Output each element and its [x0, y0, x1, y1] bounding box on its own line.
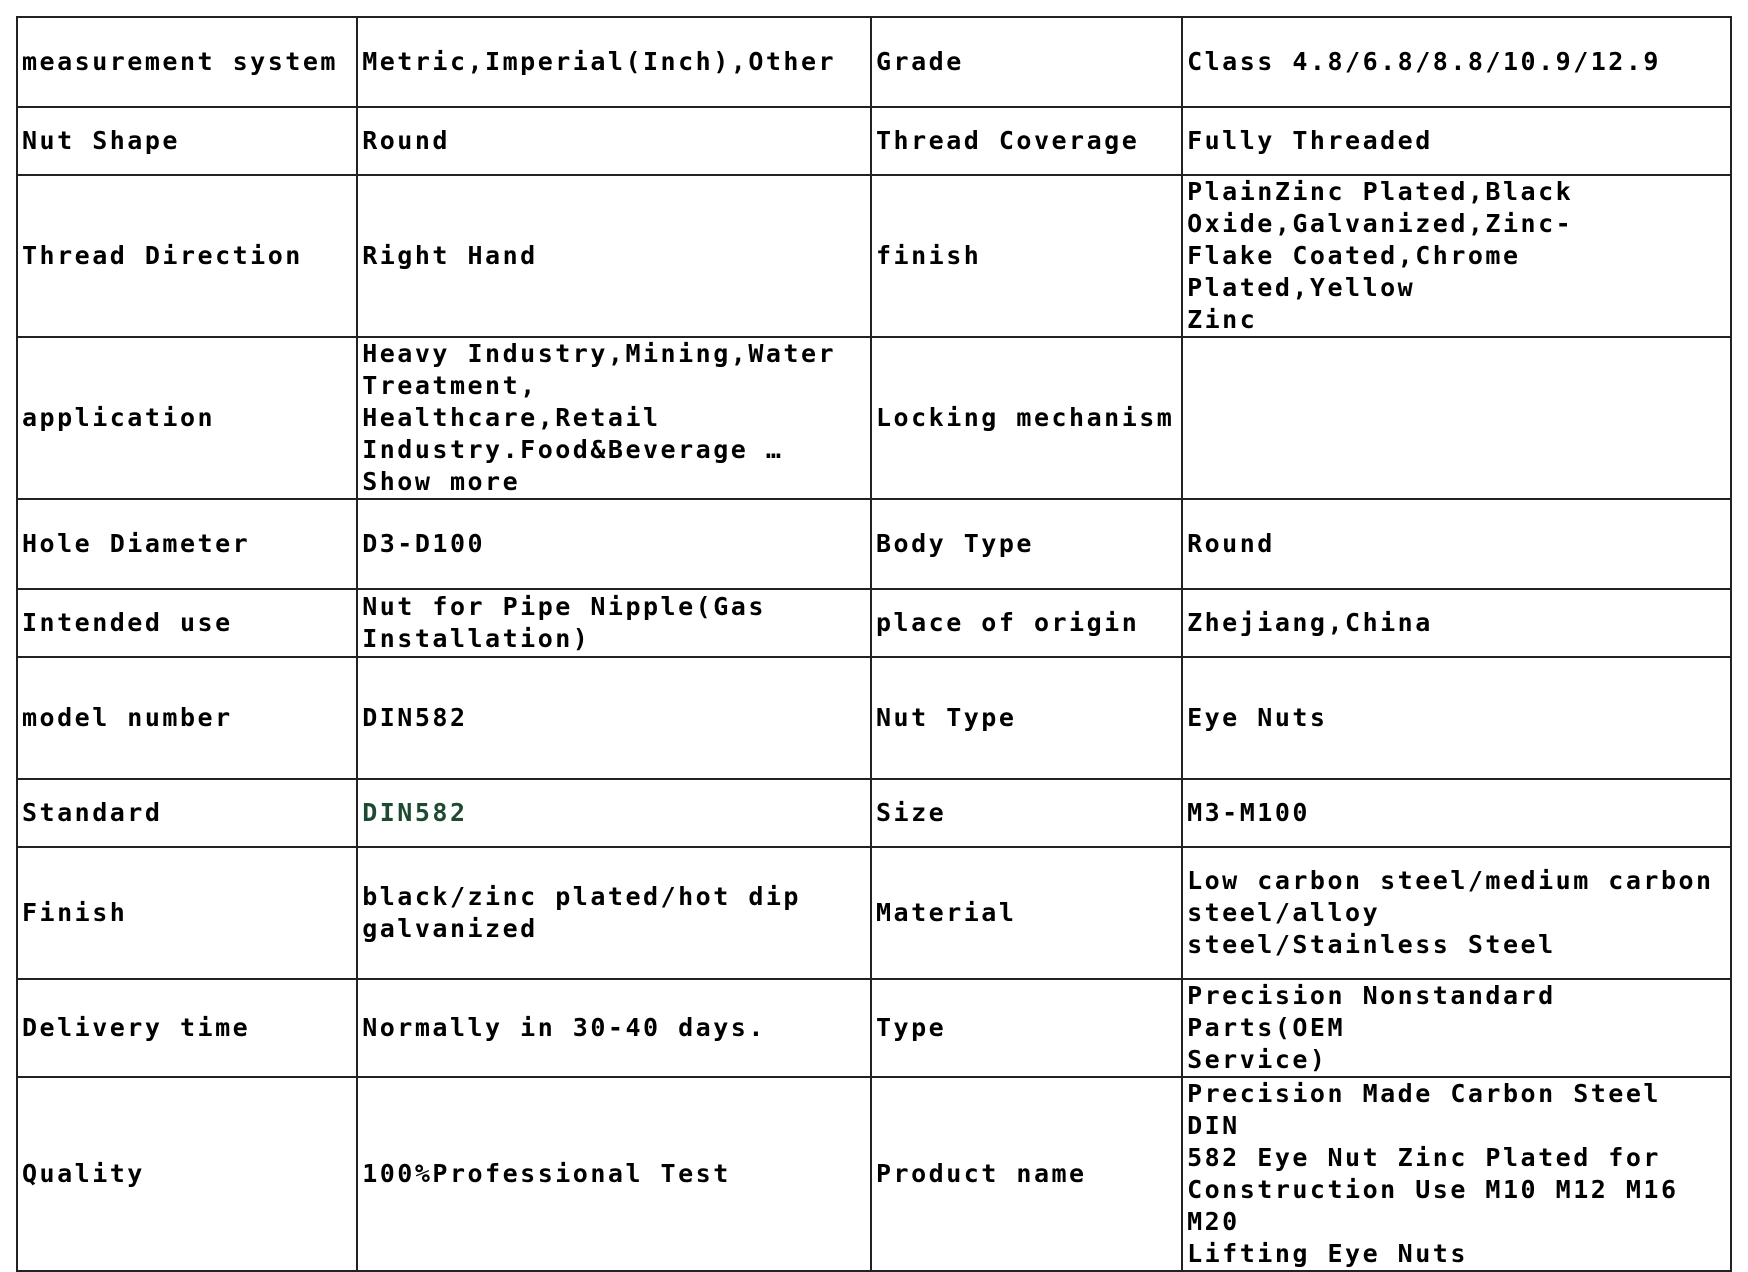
- spec-value: [357, 657, 871, 779]
- value-line: Fully Threaded: [1187, 126, 1433, 155]
- spec-value: [1182, 175, 1731, 337]
- standard-value: DIN582: [362, 798, 468, 827]
- spec-value: [357, 337, 871, 499]
- spec-value: [1182, 979, 1731, 1077]
- value-line: PlainZinc Plated,Black: [1187, 177, 1574, 206]
- spec-table-wrapper: [16, 16, 1732, 1272]
- value-line: Healthcare,Retail: [362, 403, 661, 432]
- spec-value: [357, 499, 871, 589]
- show-more-link[interactable]: Show more: [362, 467, 521, 496]
- spec-key: Locking mechanism: [871, 337, 1182, 499]
- spec-key: Type: [871, 979, 1182, 1077]
- value-line: Heavy Industry,Mining,Water: [362, 339, 837, 368]
- spec-key: Thread Coverage: [871, 107, 1182, 175]
- spec-key: Nut Shape: [17, 107, 357, 175]
- value-line: Zhejiang,China: [1187, 608, 1433, 637]
- spec-key: place of origin: [871, 589, 1182, 657]
- value-line: Nut for Pipe Nipple(Gas: [362, 592, 766, 621]
- value-line: Construction Use M10 M12 M16 M20: [1187, 1175, 1679, 1236]
- spec-key: Product name: [871, 1077, 1182, 1271]
- spec-key: application: [17, 337, 357, 499]
- value-line: steel/Stainless Steel: [1187, 930, 1556, 959]
- spec-key: finish: [871, 175, 1182, 337]
- spec-key: measurement system: [17, 17, 357, 107]
- value-line: Precision Nonstandard Parts(OEM: [1187, 981, 1556, 1042]
- value-line: Zinc: [1187, 305, 1258, 334]
- spec-value: [1182, 657, 1731, 779]
- spec-value: [357, 847, 871, 979]
- spec-value: [1182, 1077, 1731, 1271]
- value-line: black/zinc plated/hot dip: [362, 882, 801, 911]
- value-line: Round: [1187, 529, 1275, 558]
- spec-value: [357, 1077, 871, 1271]
- value-line: DIN582: [362, 703, 468, 732]
- spec-key: Body Type: [871, 499, 1182, 589]
- table-row: [17, 979, 1731, 1077]
- value-line: steel/alloy: [1187, 898, 1381, 927]
- value-line: Class 4.8/6.8/8.8/10.9/12.9: [1187, 47, 1661, 76]
- spec-value: [1182, 107, 1731, 175]
- value-line: 582 Eye Nut Zinc Plated for: [1187, 1143, 1661, 1172]
- spec-key: Finish: [17, 847, 357, 979]
- spec-value: [1182, 17, 1731, 107]
- spec-key: Nut Type: [871, 657, 1182, 779]
- spec-key: Material: [871, 847, 1182, 979]
- value-line: Precision Made Carbon Steel DIN: [1187, 1079, 1661, 1140]
- spec-value: [1182, 589, 1731, 657]
- table-row: [17, 175, 1731, 337]
- table-row: [17, 17, 1731, 107]
- value-line: Eye Nuts: [1187, 703, 1328, 732]
- specification-table: [16, 16, 1732, 1272]
- value-line: Round: [362, 126, 450, 155]
- table-row: [17, 107, 1731, 175]
- value-line: Installation): [362, 624, 591, 653]
- value-line: Lifting Eye Nuts: [1187, 1239, 1468, 1268]
- value-line: 100%Professional Test: [362, 1159, 731, 1188]
- value-line: Normally in 30-40 days.: [362, 1013, 766, 1042]
- value-line: Right Hand: [362, 241, 538, 270]
- spec-value: [357, 17, 871, 107]
- spec-value: [1182, 337, 1731, 499]
- table-row: [17, 1077, 1731, 1271]
- spec-key: Thread Direction: [17, 175, 357, 337]
- spec-value: [1182, 779, 1731, 847]
- value-line: galvanized: [362, 914, 538, 943]
- value-line: Treatment,: [362, 371, 538, 400]
- spec-value: [357, 979, 871, 1077]
- value-line: M3-M100: [1187, 798, 1310, 827]
- spec-key: Hole Diameter: [17, 499, 357, 589]
- value-line: Flake Coated,Chrome Plated,Yellow: [1187, 241, 1521, 302]
- value-line: Low carbon steel/medium carbon: [1187, 866, 1714, 895]
- table-row: [17, 779, 1731, 847]
- value-line: Metric,Imperial(Inch),Other: [362, 47, 837, 76]
- table-row: [17, 589, 1731, 657]
- spec-key: model number: [17, 657, 357, 779]
- spec-value: [357, 589, 871, 657]
- table-row: [17, 657, 1731, 779]
- spec-key: Delivery time: [17, 979, 357, 1077]
- value-line: Service): [1187, 1045, 1328, 1074]
- spec-value: [1182, 847, 1731, 979]
- spec-key: Grade: [871, 17, 1182, 107]
- spec-value: [357, 107, 871, 175]
- spec-key: Size: [871, 779, 1182, 847]
- value-line: Industry.Food&Beverage …: [362, 435, 784, 464]
- value-line: D3-D100: [362, 529, 486, 558]
- table-row: [17, 847, 1731, 979]
- spec-value: [357, 779, 871, 847]
- spec-key: Intended use: [17, 589, 357, 657]
- value-line: Oxide,Galvanized,Zinc-: [1187, 209, 1574, 238]
- spec-value: [357, 175, 871, 337]
- spec-value: [1182, 499, 1731, 589]
- spec-key: Standard: [17, 779, 357, 847]
- table-row: [17, 499, 1731, 589]
- table-row: [17, 337, 1731, 499]
- spec-key: Quality: [17, 1077, 357, 1271]
